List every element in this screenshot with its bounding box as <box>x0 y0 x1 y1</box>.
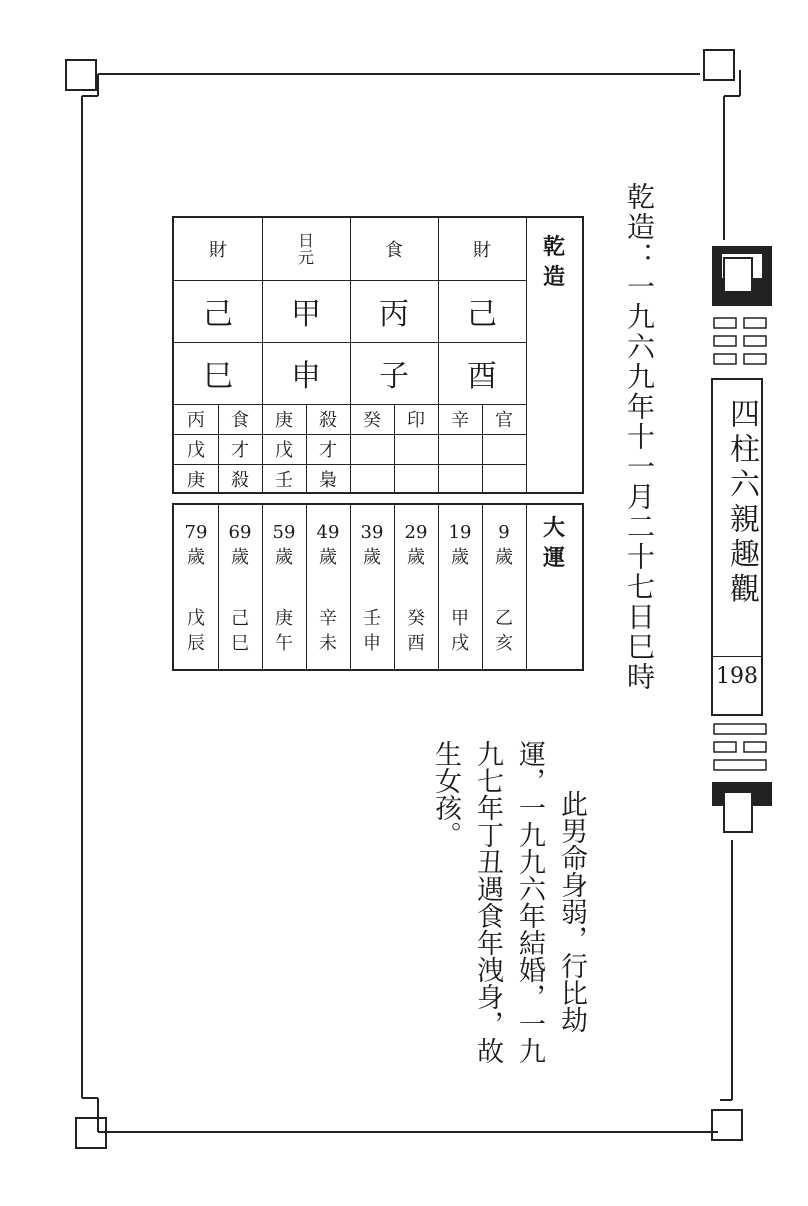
hidden-stem-cell: 辛 <box>451 410 469 431</box>
hidden-stem-cell: 才 <box>231 440 249 461</box>
luck-age <box>218 515 262 575</box>
luck-pillar-char: 辰 <box>187 633 205 654</box>
luck-age-unit: 歲 <box>187 547 205 568</box>
luck-age <box>438 515 482 575</box>
luck-age-unit: 歲 <box>319 547 337 568</box>
hidden-stem-cell <box>350 434 394 464</box>
luck-age <box>394 515 438 575</box>
luck-label-char: 運 <box>542 546 565 571</box>
luck-age <box>262 515 306 575</box>
hidden-stem-cell <box>350 464 394 494</box>
luck-periods-table <box>172 503 584 671</box>
luck-label-char: 大 <box>542 516 565 541</box>
luck-pillar <box>394 601 438 661</box>
luck-pillar <box>174 601 218 661</box>
hidden-stem-cell <box>394 434 438 464</box>
luck-pillar-char: 亥 <box>495 633 513 654</box>
luck-age-unit: 歲 <box>231 547 249 568</box>
luck-age-number: 69 <box>228 522 252 543</box>
luck-age <box>174 515 218 575</box>
hidden-stem-cell: 丙 <box>187 410 205 431</box>
hidden-stem-cell: 庚 <box>187 470 205 491</box>
luck-age-number: 79 <box>184 522 208 543</box>
body-line-3: 九七年丁丑遇食年洩身，故 <box>472 740 503 1064</box>
hidden-stem-cell: 食 <box>231 410 249 431</box>
ten-god-label: 財 <box>473 240 491 261</box>
earthly-branch: 申 <box>291 359 321 394</box>
ten-god-char: 日 <box>297 231 314 250</box>
luck-age-number: 59 <box>272 522 296 543</box>
luck-pillar-char: 辛 <box>319 608 337 629</box>
body-line-2: 運，一九九六年結婚，一九 <box>514 740 545 1064</box>
luck-pillar-char: 庚 <box>275 608 293 629</box>
luck-pillar-char: 癸 <box>407 608 425 629</box>
luck-age-number: 39 <box>360 522 384 543</box>
hidden-stem-cell: 壬 <box>275 470 293 491</box>
luck-age-unit: 歲 <box>407 547 425 568</box>
heavenly-stem: 己 <box>203 297 233 332</box>
hidden-stem-cell: 殺 <box>231 470 249 491</box>
hidden-stem-cell: 梟 <box>319 470 337 491</box>
luck-pillar-char: 己 <box>231 608 249 629</box>
luck-pillar-char: 乙 <box>495 608 513 629</box>
luck-age-unit: 歲 <box>363 547 381 568</box>
hidden-stem-cell <box>438 464 482 494</box>
luck-age-unit: 歲 <box>275 547 293 568</box>
luck-pillar <box>306 601 350 661</box>
luck-pillar-char: 酉 <box>407 633 425 654</box>
hidden-stem-cell: 癸 <box>363 410 381 431</box>
four-pillars-chart <box>172 216 584 494</box>
heavenly-stem: 甲 <box>291 297 321 332</box>
luck-age <box>482 515 526 575</box>
hidden-stem-cell: 庚 <box>275 410 293 431</box>
heavenly-stem: 丙 <box>379 297 409 332</box>
ten-god-label: 財 <box>209 240 227 261</box>
hidden-stem-cell: 印 <box>407 410 425 431</box>
hidden-stem-cell <box>394 464 438 494</box>
chart-label-char: 乾 <box>542 235 565 260</box>
luck-age-unit: 歲 <box>451 547 469 568</box>
book-title: 四柱六親趣觀 <box>724 398 759 608</box>
luck-age-number: 29 <box>404 522 428 543</box>
hidden-stem-cell: 戊 <box>187 440 205 461</box>
hidden-stem-cell: 戊 <box>275 440 293 461</box>
body-line-1: 此男命身弱，行比劫 <box>556 790 587 1033</box>
luck-pillar-char: 甲 <box>451 608 469 629</box>
body-line-4: 生女孩。 <box>430 740 461 848</box>
page-number: 198 <box>716 664 758 689</box>
luck-pillar <box>218 601 262 661</box>
luck-label <box>526 509 582 579</box>
earthly-branch: 酉 <box>467 359 497 394</box>
hidden-stem-cell <box>482 434 526 464</box>
earthly-branch: 巳 <box>203 359 233 394</box>
luck-pillar-char: 壬 <box>363 608 381 629</box>
luck-pillar-char: 申 <box>363 633 381 654</box>
chart-label-char: 造 <box>542 265 565 290</box>
sidebar-title-box <box>711 378 763 716</box>
ten-god-label: 食 <box>385 240 403 261</box>
luck-age-number: 49 <box>316 522 340 543</box>
heavenly-stem: 己 <box>467 297 497 332</box>
hidden-stem-cell <box>438 434 482 464</box>
luck-pillar-char: 戌 <box>451 633 469 654</box>
luck-pillar <box>482 601 526 661</box>
luck-age-number: 9 <box>498 522 510 543</box>
chart-label <box>526 218 582 308</box>
hidden-stem-cell: 才 <box>319 440 337 461</box>
earthly-branch: 子 <box>379 359 409 394</box>
hidden-stem-cell: 官 <box>495 410 513 431</box>
luck-pillar <box>262 601 306 661</box>
luck-pillar <box>438 601 482 661</box>
luck-pillar-char: 未 <box>319 633 337 654</box>
luck-age-unit: 歲 <box>495 547 513 568</box>
hidden-stem-cell: 殺 <box>319 410 337 431</box>
hidden-stem-cell <box>482 464 526 494</box>
birth-header: 乾造：一九六九年十一月二十七日巳時 <box>623 182 656 692</box>
luck-pillar-char: 午 <box>275 633 293 654</box>
luck-pillar-char: 戊 <box>187 608 205 629</box>
ten-god-char: 元 <box>297 248 314 267</box>
luck-age <box>306 515 350 575</box>
luck-age-number: 19 <box>448 522 472 543</box>
luck-age <box>350 515 394 575</box>
ten-god-label <box>262 218 350 280</box>
luck-pillar <box>350 601 394 661</box>
luck-pillar-char: 巳 <box>231 633 249 654</box>
